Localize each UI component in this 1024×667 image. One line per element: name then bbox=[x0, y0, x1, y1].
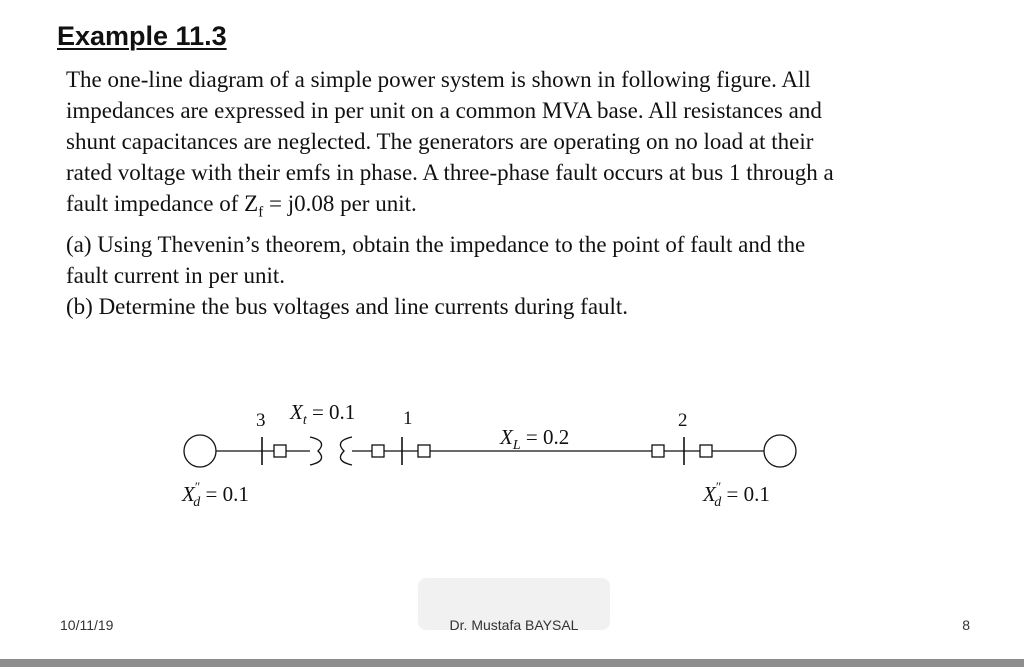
body-line-2: impedances are expressed in per unit on a common MVA base. All resistances and bbox=[66, 98, 822, 123]
fault-line-suffix: = j0.08 per unit. bbox=[263, 191, 417, 216]
breaker-bus3 bbox=[274, 445, 286, 457]
generator-left-symbol bbox=[184, 435, 216, 467]
bus-3-label: 3 bbox=[256, 410, 266, 431]
transformer-winding-left bbox=[310, 437, 322, 465]
transformer-winding-right bbox=[340, 437, 352, 465]
body-line-1: The one-line diagram of a simple power system is shown in following figure. All bbox=[66, 67, 811, 92]
bottom-bar bbox=[0, 659, 1024, 667]
footer-author: Dr. Mustafa BAYSAL bbox=[449, 617, 579, 633]
body-line-5-fault-impedance bbox=[66, 188, 966, 229]
body-line-8: (b) Determine the bus voltages and line currents during fault. bbox=[66, 293, 629, 319]
body-line-4: rated voltage with their emfs in phase. A three-phase fault occurs at bus 1 through a bbox=[66, 160, 834, 185]
generator-right-symbol bbox=[764, 435, 796, 467]
one-line-diagram bbox=[170, 385, 810, 515]
generator-right-reactance-label: X″ d = 0.1 bbox=[703, 479, 770, 510]
breaker-bus2-right bbox=[700, 445, 712, 457]
slide-heading: Example 11.3 bbox=[57, 21, 227, 51]
fault-line-prefix: fault impedance of Z bbox=[66, 191, 259, 216]
bus-1-label: 1 bbox=[403, 408, 413, 429]
body-line-3: shunt capacitances are neglected. The generators are operating on no load at their bbox=[66, 129, 814, 154]
body-line-7: fault current in per unit. bbox=[66, 262, 286, 288]
breaker-bus2-left bbox=[652, 445, 664, 457]
footer-date: 10/11/19 bbox=[60, 617, 114, 633]
footer-page-number: 8 bbox=[962, 617, 970, 633]
line-reactance-label: $X_L = 0.2$ bbox=[500, 425, 570, 453]
transformer-reactance-label: $X_t = 0.1$ bbox=[290, 400, 356, 428]
breaker-bus1-right bbox=[418, 445, 430, 457]
body-line-6: (a) Using Thevenin’s theorem, obtain the impedance to the point of fault and the bbox=[66, 231, 806, 257]
bus-2-label: 2 bbox=[678, 410, 688, 431]
fault-line-subscript: f bbox=[258, 204, 264, 221]
problem-statement bbox=[66, 64, 966, 322]
breaker-bus1-left bbox=[372, 445, 384, 457]
generator-left-reactance-label: X″ d = 0.1 bbox=[182, 479, 249, 510]
